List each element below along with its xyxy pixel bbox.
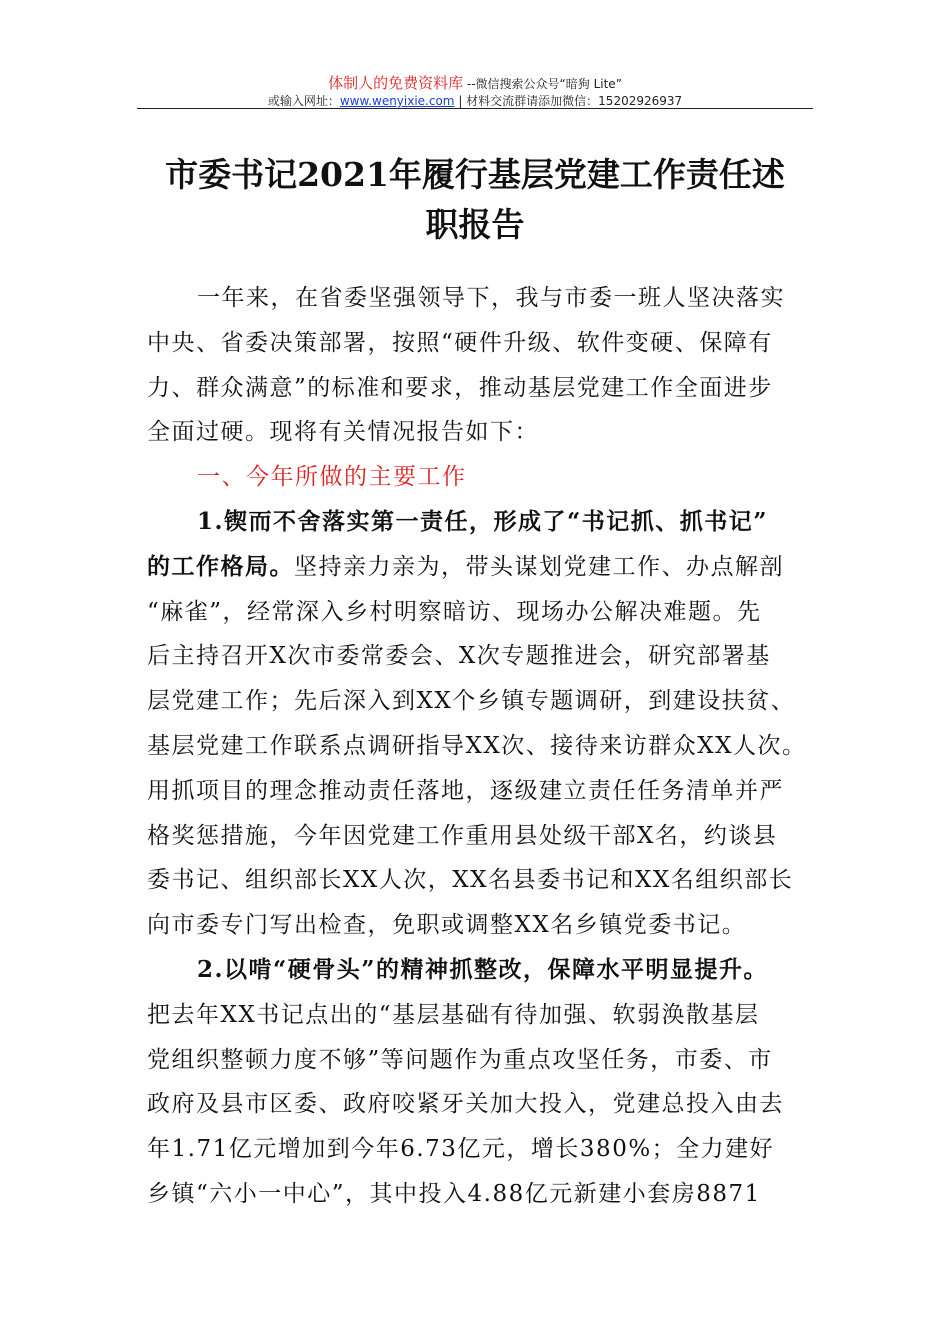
- line-text: 党组织整顿力度不够”等问题作为重点攻坚任务，市委、市: [147, 1046, 773, 1073]
- paragraph-line: [147, 1082, 827, 1127]
- header-divider: [137, 108, 813, 109]
- line-text: 层党建工作；先后深入到XX个乡镇专题调研，到建设扶贫、: [147, 688, 796, 715]
- website-link[interactable]: www.wenyixie.com: [339, 94, 455, 108]
- line-text: 一、今年所做的主要工作: [197, 464, 467, 491]
- line-text: 把去年XX书记点出的“基层基础有待加强、软弱涣散基层: [147, 1001, 760, 1028]
- line-text: 力、群众满意”的标准和要求，推动基层党建工作全面进步: [147, 374, 773, 401]
- paragraph-line: [147, 948, 827, 993]
- line-text: 格奖惩措施，今年因党建工作重用县处级干部X名，约谈县: [147, 822, 778, 849]
- bold-lead: 2.以啃“硬骨头”的精神抓整改，保障水平明显提升。: [197, 955, 768, 983]
- line-text: 用抓项目的理念推动责任落地，逐级建立责任任务清单并严: [147, 777, 784, 804]
- paragraph-line: [147, 590, 827, 635]
- paragraph-line: [147, 724, 827, 769]
- line-text: 委书记、组织部长XX人次，XX名县委书记和XX名组织部长: [147, 867, 794, 894]
- brand-text: 体制人的免费资料库: [328, 74, 464, 92]
- paragraph-line: [147, 1038, 827, 1083]
- line-text: 向市委专门写出检查，免职或调整XX名乡镇党委书记。: [147, 912, 747, 939]
- line-text: 乡镇“六小一中心”，其中投入4.88亿元新建小套房8871: [147, 1180, 761, 1207]
- paragraph-line: [147, 276, 827, 321]
- line-text: 中央、省委决策部署，按照“硬件升级、软件变硬、保障有: [147, 329, 773, 356]
- line-text: “麻雀”，经常深入乡村明察暗访、现场办公解决难题。先: [147, 598, 762, 625]
- title-line: 职报告: [425, 205, 525, 244]
- line-text: 一年来，在省委坚强领导下，我与市委一班人坚决落实: [197, 285, 785, 311]
- tagline-text: --微信搜索公众号“暗狗 Lite”: [463, 77, 622, 91]
- paragraph-line: [147, 321, 827, 366]
- url-prefix: 或输入网址：: [267, 94, 340, 108]
- paragraph-line: [147, 410, 827, 455]
- paragraph-line: [147, 545, 827, 590]
- section-heading: [147, 455, 827, 500]
- paragraph-line: [147, 993, 827, 1038]
- paragraph-line: [147, 769, 827, 814]
- line-text: 全面过硬。现将有关情况报告如下：: [147, 419, 539, 446]
- paragraph-line: [147, 679, 827, 724]
- url-line: [0, 92, 950, 109]
- paragraph-line: [147, 814, 827, 859]
- paragraph-line: [147, 1127, 827, 1172]
- paragraph-line: [147, 1172, 827, 1217]
- document-body: [147, 276, 827, 1217]
- line-text: 后主持召开X次市委常委会、X次专题推进会，研究部署基: [147, 643, 771, 670]
- title-line: 市委书记2021年履行基层党建工作责任述: [165, 155, 785, 194]
- line-text: 基层党建工作联系点调研指导XX次、接待来访群众XX人次。: [147, 732, 807, 759]
- document-title: [137, 150, 813, 250]
- watermark-header: [0, 72, 950, 93]
- contact-text: | 材料交流群请添加微信：15202926937: [454, 94, 683, 108]
- paragraph-line: [147, 903, 827, 948]
- paragraph-line: [147, 500, 827, 545]
- paragraph-line: [147, 858, 827, 903]
- line-text: 政府及县市区委、政府咬紧牙关加大投入，党建总投入由去: [147, 1091, 784, 1118]
- line-text: 坚持亲力亲为，带头谋划党建工作、办点解剖: [294, 553, 784, 580]
- bold-lead: 1.锲而不舍落实第一责任，形成了“书记抓、抓书记”: [197, 507, 768, 535]
- line-text: 年1.71亿元增加到今年6.73亿元，增长380%；全力建好: [147, 1136, 775, 1163]
- bold-lead: 的工作格局。: [147, 552, 294, 580]
- paragraph-line: [147, 634, 827, 679]
- paragraph-line: [147, 366, 827, 411]
